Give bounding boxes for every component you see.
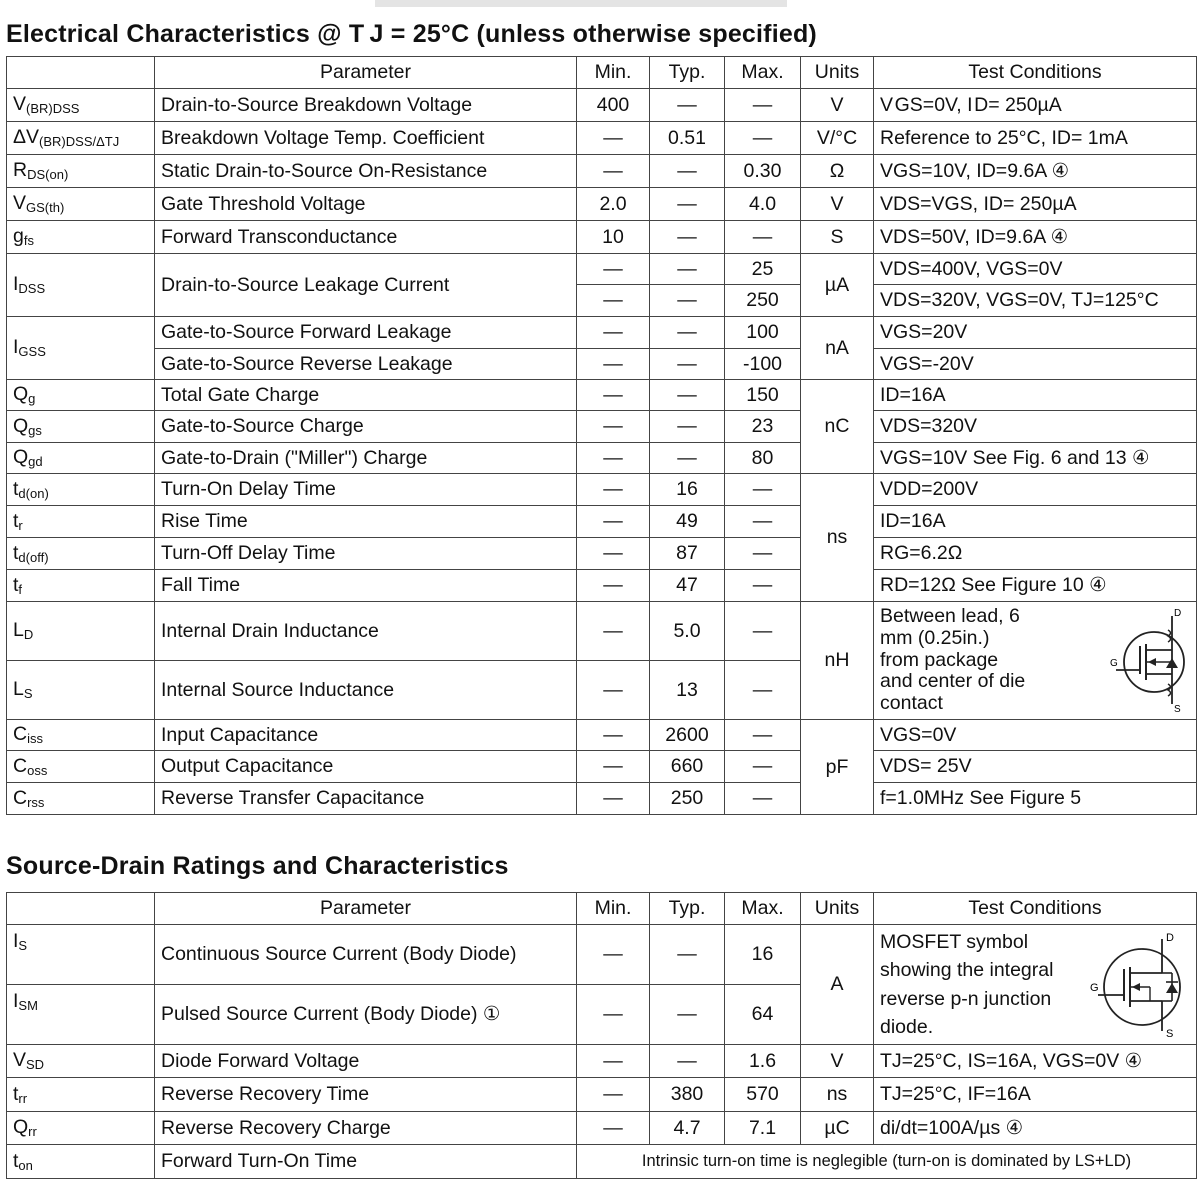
row-test-condition: VGS=20V <box>874 317 1197 349</box>
row-min: — <box>577 925 650 985</box>
row-test-condition: TJ=25°C, IS=16A, VGS=0V ④ <box>874 1045 1197 1078</box>
table-row <box>7 1112 1197 1145</box>
row-typ: — <box>650 155 725 188</box>
row-test-condition: VDS=320V, VGS=0V, TJ=125°C <box>874 285 1197 317</box>
row-max: 23 <box>725 411 801 443</box>
table-header-row <box>7 893 1197 925</box>
row-min: — <box>577 349 650 380</box>
row-symbol: $I_{DSS}$ <box>7 254 155 317</box>
row-max: — <box>725 221 801 254</box>
row-test-condition: VDD=200V <box>874 474 1197 506</box>
row-max: — <box>725 570 801 602</box>
row-max: 80 <box>725 443 801 474</box>
typ-header: Typ. <box>650 57 725 89</box>
row-parameter: Gate-to-Source Charge <box>155 411 577 443</box>
row-typ: 87 <box>650 538 725 570</box>
row-min: — <box>577 411 650 443</box>
row-min: — <box>577 570 650 602</box>
row-test-condition: VGS=10V See Fig. 6 and 13 ④ <box>874 443 1197 474</box>
mosfet-drain-label: D <box>1174 608 1182 620</box>
row-min: 10 <box>577 221 650 254</box>
row-symbol: $L_D$ <box>7 602 155 661</box>
row-symbol: $L_S$ <box>7 661 155 720</box>
row-parameter: Fall Time <box>155 570 577 602</box>
table-row <box>7 506 1197 538</box>
mosfet-symbol-icon <box>1110 608 1190 712</box>
row-max: — <box>725 474 801 506</box>
row-unit: ns <box>801 474 874 602</box>
row-symbol: $Q_{gd}$ <box>7 443 155 474</box>
row-min: — <box>577 474 650 506</box>
row-symbol: $R_{DS(on)}$ <box>7 155 155 188</box>
row-max: 16 <box>725 925 801 985</box>
mosfet-gate-label: G <box>1110 658 1118 670</box>
row-test-condition: RD=12Ω See Figure 10 ④ <box>874 570 1197 602</box>
row-parameter: Turn-Off Delay Time <box>155 538 577 570</box>
row-min: — <box>577 661 650 720</box>
row-symbol: $V_{GS(th)}$ <box>7 188 155 221</box>
source-drain-table <box>6 892 1197 1179</box>
row-min: — <box>577 317 650 349</box>
row-max: 4.0 <box>725 188 801 221</box>
source-drain-section-title: Source-Drain Ratings and Characteristics <box>6 852 509 880</box>
row-test-condition: TJ=25°C, IF=16A <box>874 1078 1197 1112</box>
row-test-condition: VDS=400V, VGS=0V <box>874 254 1197 285</box>
row-symbol: $g_{fs}$ <box>7 221 155 254</box>
table-row <box>7 751 1197 783</box>
row-test-condition: ID=16A <box>874 506 1197 538</box>
row-parameter: Gate-to-Source Reverse Leakage <box>155 349 577 380</box>
row-typ: 380 <box>650 1078 725 1112</box>
row-typ: — <box>650 317 725 349</box>
table-row <box>7 221 1197 254</box>
table-row <box>7 602 1197 661</box>
table-row <box>7 411 1197 443</box>
row-parameter: Forward Transconductance <box>155 221 577 254</box>
min-header: Min. <box>577 893 650 925</box>
row-typ: — <box>650 285 725 317</box>
row-max: -100 <box>725 349 801 380</box>
inductance-condition-text: Between lead, 6 mm (0.25in.) from package and center of die contact <box>880 604 1026 715</box>
row-unit: S <box>801 221 874 254</box>
table-row <box>7 155 1197 188</box>
row-typ: 16 <box>650 474 725 506</box>
table-row <box>7 380 1197 411</box>
row-min: — <box>577 985 650 1045</box>
table-row <box>7 1145 1197 1179</box>
row-test-condition: VDS= 25V <box>874 751 1197 783</box>
table-row <box>7 570 1197 602</box>
row-max: — <box>725 602 801 661</box>
row-parameter: Gate-to-Drain ("Miller") Charge <box>155 443 577 474</box>
row-parameter: Input Capacitance <box>155 720 577 751</box>
max-header: Max. <box>725 57 801 89</box>
top-scroll-strip <box>375 0 787 7</box>
row-min: — <box>577 751 650 783</box>
row-unit: µC <box>801 1112 874 1145</box>
parameter-header: Parameter <box>155 57 577 89</box>
row-typ: — <box>650 985 725 1045</box>
row-typ: 250 <box>650 783 725 815</box>
row-typ: 47 <box>650 570 725 602</box>
row-symbol: $\Delta V_{(BR)DSS/\Delta TJ}$ <box>7 122 155 155</box>
row-typ: — <box>650 188 725 221</box>
typ-header: Typ. <box>650 893 725 925</box>
row-symbol: $I_S$ <box>7 925 155 985</box>
row-max: — <box>725 538 801 570</box>
row-typ: — <box>650 411 725 443</box>
table-row <box>7 538 1197 570</box>
row-max: 0.30 <box>725 155 801 188</box>
row-parameter: Static Drain-to-Source On-Resistance <box>155 155 577 188</box>
row-parameter: Turn-On Delay Time <box>155 474 577 506</box>
row-typ: 5.0 <box>650 602 725 661</box>
row-parameter: Gate-to-Source Forward Leakage <box>155 317 577 349</box>
row-typ: 2600 <box>650 720 725 751</box>
row-min: — <box>577 506 650 538</box>
row-min: — <box>577 783 650 815</box>
row-parameter: Internal Source Inductance <box>155 661 577 720</box>
row-typ: — <box>650 221 725 254</box>
row-min: — <box>577 1078 650 1112</box>
mosfet-diode-source-label: S <box>1166 1027 1174 1039</box>
table-row <box>7 1045 1197 1078</box>
row-min: — <box>577 720 650 751</box>
row-max: — <box>725 122 801 155</box>
row-typ: 0.51 <box>650 122 725 155</box>
row-max: — <box>725 783 801 815</box>
table-row <box>7 443 1197 474</box>
row-symbol: $C_{iss}$ <box>7 720 155 751</box>
row-test-condition <box>874 925 1197 1045</box>
row-test-condition: VGS=0V <box>874 720 1197 751</box>
table-row <box>7 925 1197 985</box>
row-typ: 4.7 <box>650 1112 725 1145</box>
row-min: — <box>577 1045 650 1078</box>
row-test-condition <box>874 602 1197 720</box>
row-typ: — <box>650 380 725 411</box>
row-unit: pF <box>801 720 874 815</box>
row-min: — <box>577 538 650 570</box>
row-max: — <box>725 661 801 720</box>
row-parameter: Total Gate Charge <box>155 380 577 411</box>
row-min: — <box>577 1112 650 1145</box>
row-max: 1.6 <box>725 1045 801 1078</box>
max-header: Max. <box>725 893 801 925</box>
row-min: 2.0 <box>577 188 650 221</box>
row-min: — <box>577 122 650 155</box>
row-max: 250 <box>725 285 801 317</box>
row-typ: — <box>650 349 725 380</box>
table-row <box>7 317 1197 349</box>
row-symbol: $V_{(BR)DSS}$ <box>7 89 155 122</box>
row-typ: — <box>650 254 725 285</box>
row-test-condition: V GS=0V, I D= 250µA <box>874 89 1197 122</box>
source-current-condition-text: MOSFET symbol showing the integral reverse p-n junction diode. <box>880 930 1054 1038</box>
table-row <box>7 783 1197 815</box>
row-unit: µA <box>801 254 874 317</box>
mosfet-diode-gate-label: G <box>1090 981 1099 994</box>
row-max: 570 <box>725 1078 801 1112</box>
row-test-condition: f=1.0MHz See Figure 5 <box>874 783 1197 815</box>
table-header-row <box>7 57 1197 89</box>
row-unit: ns <box>801 1078 874 1112</box>
row-symbol: $C_{rss}$ <box>7 783 155 815</box>
symbol-header <box>7 893 155 925</box>
row-unit: nH <box>801 602 874 720</box>
table-row <box>7 1078 1197 1112</box>
mosfet-source-label: S <box>1174 704 1181 713</box>
units-header: Units <box>801 893 874 925</box>
row-max: 64 <box>725 985 801 1045</box>
row-parameter: Reverse Recovery Time <box>155 1078 577 1112</box>
electrical-section-title: Electrical Characteristics @ T J = 25°C (unless otherwise specified) <box>6 20 817 48</box>
row-typ: 13 <box>650 661 725 720</box>
electrical-characteristics-table <box>6 56 1197 815</box>
table-row <box>7 720 1197 751</box>
table-row <box>7 349 1197 380</box>
row-max: 100 <box>725 317 801 349</box>
row-symbol: $t_r$ <box>7 506 155 538</box>
row-symbol: $V_{SD}$ <box>7 1045 155 1078</box>
row-min: 400 <box>577 89 650 122</box>
table-row <box>7 474 1197 506</box>
row-parameter: Continuous Source Current (Body Diode) <box>155 925 577 985</box>
parameter-header: Parameter <box>155 893 577 925</box>
row-symbol: $Q_g$ <box>7 380 155 411</box>
row-min: — <box>577 443 650 474</box>
row-parameter: Drain-to-Source Leakage Current <box>155 254 577 317</box>
row-typ: — <box>650 1045 725 1078</box>
row-symbol: $t_{rr}$ <box>7 1078 155 1112</box>
row-symbol: $Q_{rr}$ <box>7 1112 155 1145</box>
row-symbol: $t_f$ <box>7 570 155 602</box>
row-parameter: Internal Drain Inductance <box>155 602 577 661</box>
row-max: — <box>725 89 801 122</box>
row-typ: — <box>650 443 725 474</box>
row-unit: Ω <box>801 155 874 188</box>
row-max: — <box>725 720 801 751</box>
row-parameter: Pulsed Source Current (Body Diode) ① <box>155 985 577 1045</box>
row-min: — <box>577 254 650 285</box>
row-test-condition: ID=16A <box>874 380 1197 411</box>
table-row <box>7 254 1197 285</box>
row-test-condition: VDS=320V <box>874 411 1197 443</box>
table-row <box>7 188 1197 221</box>
min-header: Min. <box>577 57 650 89</box>
row-unit: V/°C <box>801 122 874 155</box>
row-symbol: $t_{d(off)}$ <box>7 538 155 570</box>
row-parameter: Reverse Transfer Capacitance <box>155 783 577 815</box>
row-unit: V <box>801 1045 874 1078</box>
row-unit: nC <box>801 380 874 474</box>
row-max: 25 <box>725 254 801 285</box>
row-symbol: $t_{d(on)}$ <box>7 474 155 506</box>
table-row <box>7 122 1197 155</box>
row-symbol: $t_{on}$ <box>7 1145 155 1179</box>
row-typ: — <box>650 89 725 122</box>
row-typ: 660 <box>650 751 725 783</box>
row-parameter: Rise Time <box>155 506 577 538</box>
mosfet-diode-symbol-icon <box>1090 931 1190 1039</box>
row-unit: V <box>801 188 874 221</box>
row-parameter: Diode Forward Voltage <box>155 1045 577 1078</box>
row-unit: A <box>801 925 874 1045</box>
row-test-condition: di/dt=100A/µs ④ <box>874 1112 1197 1145</box>
row-symbol: $C_{oss}$ <box>7 751 155 783</box>
row-test-condition: VDS=50V, ID=9.6A ④ <box>874 221 1197 254</box>
row-parameter: Breakdown Voltage Temp. Coefficient <box>155 122 577 155</box>
row-min: — <box>577 380 650 411</box>
row-parameter: Forward Turn-On Time <box>155 1145 577 1179</box>
row-parameter: Drain-to-Source Breakdown Voltage <box>155 89 577 122</box>
row-unit: nA <box>801 317 874 380</box>
turn-on-note: Intrinsic turn-on time is neglegible (turn-on is dominated by LS+LD) <box>577 1145 1197 1179</box>
row-test-condition: RG=6.2Ω <box>874 538 1197 570</box>
row-unit: V <box>801 89 874 122</box>
row-test-condition: VGS=-20V <box>874 349 1197 380</box>
row-symbol: $I_{GSS}$ <box>7 317 155 380</box>
row-test-condition: VGS=10V, ID=9.6A ④ <box>874 155 1197 188</box>
row-test-condition: Reference to 25°C, ID= 1mA <box>874 122 1197 155</box>
row-min: — <box>577 155 650 188</box>
mosfet-diode-drain-label: D <box>1166 931 1174 944</box>
test-conditions-header: Test Conditions <box>874 893 1197 925</box>
row-typ: 49 <box>650 506 725 538</box>
row-test-condition: VDS=VGS, ID= 250µA <box>874 188 1197 221</box>
row-symbol: $I_{SM}$ <box>7 985 155 1045</box>
row-min: — <box>577 285 650 317</box>
units-header: Units <box>801 57 874 89</box>
row-max: 7.1 <box>725 1112 801 1145</box>
symbol-header <box>7 57 155 89</box>
row-parameter: Output Capacitance <box>155 751 577 783</box>
row-typ: — <box>650 925 725 985</box>
row-parameter: Reverse Recovery Charge <box>155 1112 577 1145</box>
row-max: — <box>725 751 801 783</box>
row-max: 150 <box>725 380 801 411</box>
row-max: — <box>725 506 801 538</box>
row-min: — <box>577 602 650 661</box>
table-row <box>7 89 1197 122</box>
row-parameter: Gate Threshold Voltage <box>155 188 577 221</box>
row-symbol: $Q_{gs}$ <box>7 411 155 443</box>
test-conditions-header: Test Conditions <box>874 57 1197 89</box>
